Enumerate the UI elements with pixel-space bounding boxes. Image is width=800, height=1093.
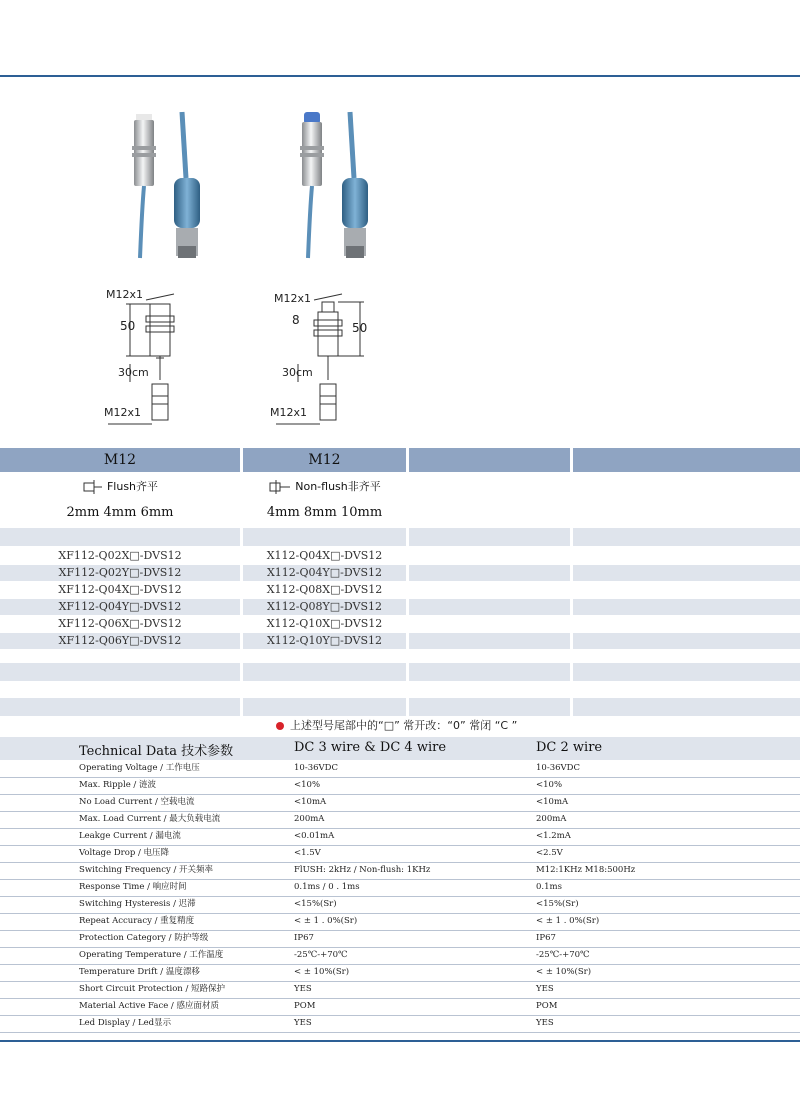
spec-header-dc2: DC 2 wire	[536, 740, 603, 755]
top-rule	[0, 75, 800, 77]
spec-label: Switching Frequency / 开关频率	[79, 865, 214, 875]
size-cell: M12	[0, 448, 240, 472]
spec-value-dc2: 200mA	[536, 814, 567, 824]
nonflush-cable-length: 30cm	[282, 366, 313, 379]
spec-value-dc34: IP67	[294, 933, 314, 943]
empty-row	[0, 698, 800, 716]
spec-value-dc34: 10-36VDC	[294, 763, 338, 773]
placeholder-symbol: □	[383, 719, 395, 732]
model-row	[0, 582, 800, 598]
nonflush-label: Non-flush非齐平	[295, 480, 381, 493]
flush-mount-icon	[82, 480, 104, 494]
spec-row	[0, 896, 800, 914]
spec-row	[0, 998, 800, 1016]
spec-value-dc2: YES	[536, 984, 554, 994]
size-cell: M12	[243, 448, 406, 472]
spec-value-dc2: <2.5V	[536, 848, 563, 858]
model-cell: X112-Q10Y□-DVS12	[243, 633, 406, 649]
flush-dimension-drawing	[100, 284, 240, 436]
spec-label: Leakge Current / 漏电流	[79, 831, 181, 841]
spec-value-dc2: POM	[536, 1001, 558, 1011]
flush-thread-bottom: M12x1	[104, 406, 141, 419]
model-cell: XF112-Q04X□-DVS12	[58, 583, 182, 596]
model-row	[0, 616, 800, 632]
spec-label: No Load Current / 空载电流	[79, 797, 195, 807]
model-cell: X112-Q04Y□-DVS12	[243, 565, 406, 581]
spec-value-dc2: <15%(Sr)	[536, 899, 579, 909]
spec-row	[0, 1015, 800, 1033]
spec-value-dc34: 200mA	[294, 814, 325, 824]
nonflush-protrusion: 8	[292, 313, 300, 327]
model-cell: XF112-Q04Y□-DVS12	[0, 599, 240, 615]
bottom-rule	[0, 1040, 800, 1042]
spec-value-dc34: POM	[294, 1001, 316, 1011]
flush-ranges: 2mm 4mm 6mm	[66, 505, 174, 520]
nonflush-dimension-drawing	[268, 284, 408, 436]
spec-value-dc34: YES	[294, 984, 312, 994]
spec-row	[0, 964, 800, 982]
spec-row	[0, 777, 800, 795]
spec-header-title: Technical Data 技术参数	[79, 744, 234, 759]
spec-value-dc2: <10%	[536, 780, 563, 790]
spec-row	[0, 845, 800, 863]
model-cell: X112-Q10X□-DVS12	[266, 617, 383, 630]
nonflush-sensor-photo	[286, 108, 406, 268]
spec-label: Short Circuit Protection / 短路保护	[79, 984, 226, 994]
spec-value-dc34: <10%	[294, 780, 321, 790]
spec-label: Max. Load Current / 最大负载电流	[79, 814, 221, 824]
model-cell: X112-Q08X□-DVS12	[266, 583, 383, 596]
model-cell: XF112-Q06Y□-DVS12	[0, 633, 240, 649]
range-row	[0, 502, 800, 524]
spec-value-dc2: IP67	[536, 933, 556, 943]
spec-value-dc2: <10mA	[536, 797, 569, 807]
spec-value-dc34: YES	[294, 1018, 312, 1028]
spec-header	[0, 737, 800, 760]
flush-sensor-photo	[118, 108, 238, 268]
nonflush-mount-icon	[268, 480, 292, 494]
spec-value-dc34: <1.5V	[294, 848, 321, 858]
model-row	[0, 548, 800, 564]
spec-value-dc34: <0.01mA	[294, 831, 335, 841]
model-cell: XF112-Q06X□-DVS12	[58, 617, 182, 630]
red-dot-icon	[276, 722, 284, 730]
nonflush-length: 50	[352, 321, 368, 335]
model-row	[0, 565, 800, 581]
spec-value-dc34: FlUSH: 2kHz / Non-flush: 1KHz	[294, 865, 431, 875]
model-note: 上述型号尾部中的“□” 常开改：“0” 常闭 “C ”	[276, 718, 517, 734]
spec-label: Voltage Drop / 电压降	[79, 848, 170, 858]
model-cell: XF112-Q02X□-DVS12	[58, 549, 182, 562]
model-cell: XF112-Q02Y□-DVS12	[0, 565, 240, 581]
flush-cable-length: 30cm	[118, 366, 149, 379]
spec-value-dc2: < ± 10%(Sr)	[536, 967, 592, 977]
spec-value-dc34: < ± 10%(Sr)	[294, 967, 350, 977]
spec-row	[0, 811, 800, 829]
spec-label: Operating Voltage / 工作电压	[79, 763, 200, 773]
nonflush-ranges: 4mm 8mm 10mm	[266, 505, 383, 520]
empty-row	[0, 663, 800, 681]
model-cell: X112-Q08Y□-DVS12	[243, 599, 406, 615]
spec-header-dc34: DC 3 wire & DC 4 wire	[294, 740, 447, 755]
spec-row	[0, 981, 800, 999]
spec-label: Temperature Drift / 温度漂移	[79, 967, 200, 977]
flush-thread-top: M12x1	[106, 288, 143, 301]
spec-row	[0, 794, 800, 812]
flush-label: Flush齐平	[106, 480, 159, 493]
spacer-row	[0, 528, 800, 546]
spec-value-dc2: -25℃-+70℃	[536, 950, 590, 960]
spec-value-dc34: <10mA	[294, 797, 327, 807]
spec-row	[0, 760, 800, 778]
spec-value-dc34: -25℃-+70℃	[294, 950, 348, 960]
spec-value-dc34: <15%(Sr)	[294, 899, 337, 909]
spec-label: Response Time / 响应时间	[79, 882, 187, 892]
spec-row	[0, 862, 800, 880]
spec-value-dc2: 0.1ms	[536, 882, 562, 892]
spec-label: Repeat Accuracy / 重复精度	[79, 916, 195, 926]
spec-value-dc2: 10-36VDC	[536, 763, 580, 773]
spec-label: Material Active Face / 感应面材质	[79, 1001, 220, 1011]
spec-label: Operating Temperature / 工作温度	[79, 950, 224, 960]
spec-row	[0, 913, 800, 931]
spec-row	[0, 947, 800, 965]
size-header-row	[0, 448, 800, 472]
spec-label: Switching Hysteresis / 迟滞	[79, 899, 196, 909]
spec-row	[0, 879, 800, 897]
model-cell: X112-Q04X□-DVS12	[266, 549, 383, 562]
spec-value-dc2: <1.2mA	[536, 831, 571, 841]
nonflush-thread-bottom: M12x1	[270, 406, 307, 419]
spec-value-dc2: YES	[536, 1018, 554, 1028]
model-row	[0, 633, 800, 649]
model-row	[0, 599, 800, 615]
mount-row	[0, 476, 800, 498]
spec-label: Max. Ripple / 涟波	[79, 780, 156, 790]
nonflush-thread-top: M12x1	[274, 292, 311, 305]
spec-row	[0, 828, 800, 846]
spec-label: Led Display / Led显示	[79, 1018, 172, 1028]
spec-row	[0, 930, 800, 948]
spec-value-dc34: < ± 1 . 0%(Sr)	[294, 916, 358, 926]
spec-value-dc2: < ± 1 . 0%(Sr)	[536, 916, 600, 926]
flush-length: 50	[120, 319, 136, 333]
spec-value-dc34: 0.1ms / 0 . 1ms	[294, 882, 360, 892]
spec-label: Protection Category / 防护等级	[79, 933, 209, 943]
spec-value-dc2: M12:1KHz M18:500Hz	[536, 865, 636, 875]
